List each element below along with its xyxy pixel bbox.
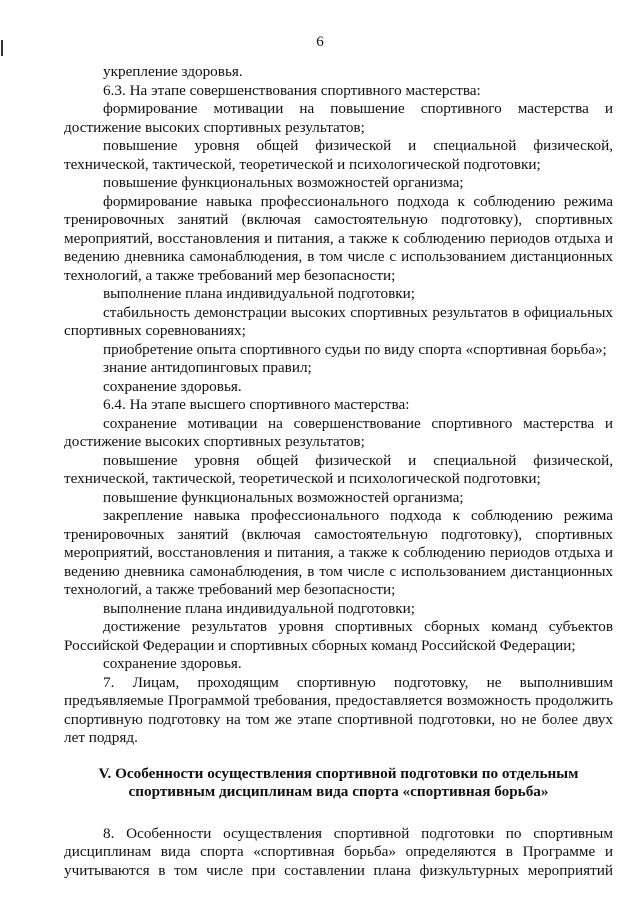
paragraph: повышение функциональных возможностей организма; [103,488,464,506]
paragraph: 7. Лицам, проходящим спортивную подготовку, не выполнившим предъявляемые Программой требования, предоставляется возможность продолжить спортивную подготовку на том же этапе спортивной подготовки, но не более двух лет подряд. [64,673,613,746]
document-body [64,63,613,880]
paragraph: знание антидопинговых правил; [103,359,312,376]
paragraph: укрепление здоровья. [103,63,243,80]
paragraph: выполнение плана индивидуальной подготовки; [103,285,415,302]
paragraph: достижение результатов уровня спортивных сборных команд субъектов Российской Федерации и спортивных сборных команд Российской Федерации; [64,618,613,654]
page-number: 6 [316,34,324,50]
paragraph: повышение функциональных возможностей организма; [103,174,464,191]
paragraph: сохранение мотивации на совершенствование спортивного мастерства и достижение высоких спортивных результатов; [64,414,613,450]
paragraph: закрепление навыка профессионального подхода к соблюдению режима тренировочных занятий (включая самостоятельную подготовку), спортивных мероприятий, восстановления и питания, а также к соблюдению периодов отдыха и ведению дневника самонаблюдения, в том числе с использованием дистанционных технологий, а также требований мер безопасности; [64,507,613,598]
paragraph: повышение уровня общей физической и специальной физической, технической, тактической, теоретической и психологической подготовки; [64,137,613,173]
section-heading-line: V. Особенности осуществления спортивной подготовки по отдельным [98,764,579,782]
paragraph: сохранение здоровья. [103,377,242,395]
paragraph: сохранение здоровья. [103,655,242,672]
paragraph: формирование навыка профессионального подхода к соблюдению режима тренировочных занятий (включая самостоятельную подготовку), спортивных мероприятий, восстановления и питания, а также к соблюдению периодов отдыха и ведению дневника самонаблюдения, в том числе с использованием дистанционных технологий, а также требований мер безопасности; [64,192,613,284]
section-heading [64,765,613,802]
paragraph: 6.4. На этапе высшего спортивного мастерства: [103,396,410,413]
paragraph: повышение уровня общей физической и специальной физической, технической, тактической, теоретической и психологической подготовки; [64,451,613,487]
paragraph: 6.3. На этапе совершенствования спортивного мастерства: [103,81,481,99]
paragraph: 8. Особенности осуществления спортивной подготовки по спортивным дисциплинам вида спорта «спортивная борьба» определяются в Программе и учитываются в том числе при составлении плана физкультурных мероприятий [64,824,613,879]
section-heading-line: спортивным дисциплинам вида спорта «спортивная борьба» [128,783,549,800]
paragraph: формирование мотивации на повышение спортивного мастерства и достижение высоких спортивных результатов; [64,100,613,136]
paragraph: стабильность демонстрации высоких спортивных результатов в официальных спортивных соревнованиях; [64,303,613,339]
paragraph: выполнение плана индивидуальной подготовки; [103,599,415,617]
paragraph: приобретение опыта спортивного судьи по виду спорта «спортивная борьба»; [103,340,607,358]
